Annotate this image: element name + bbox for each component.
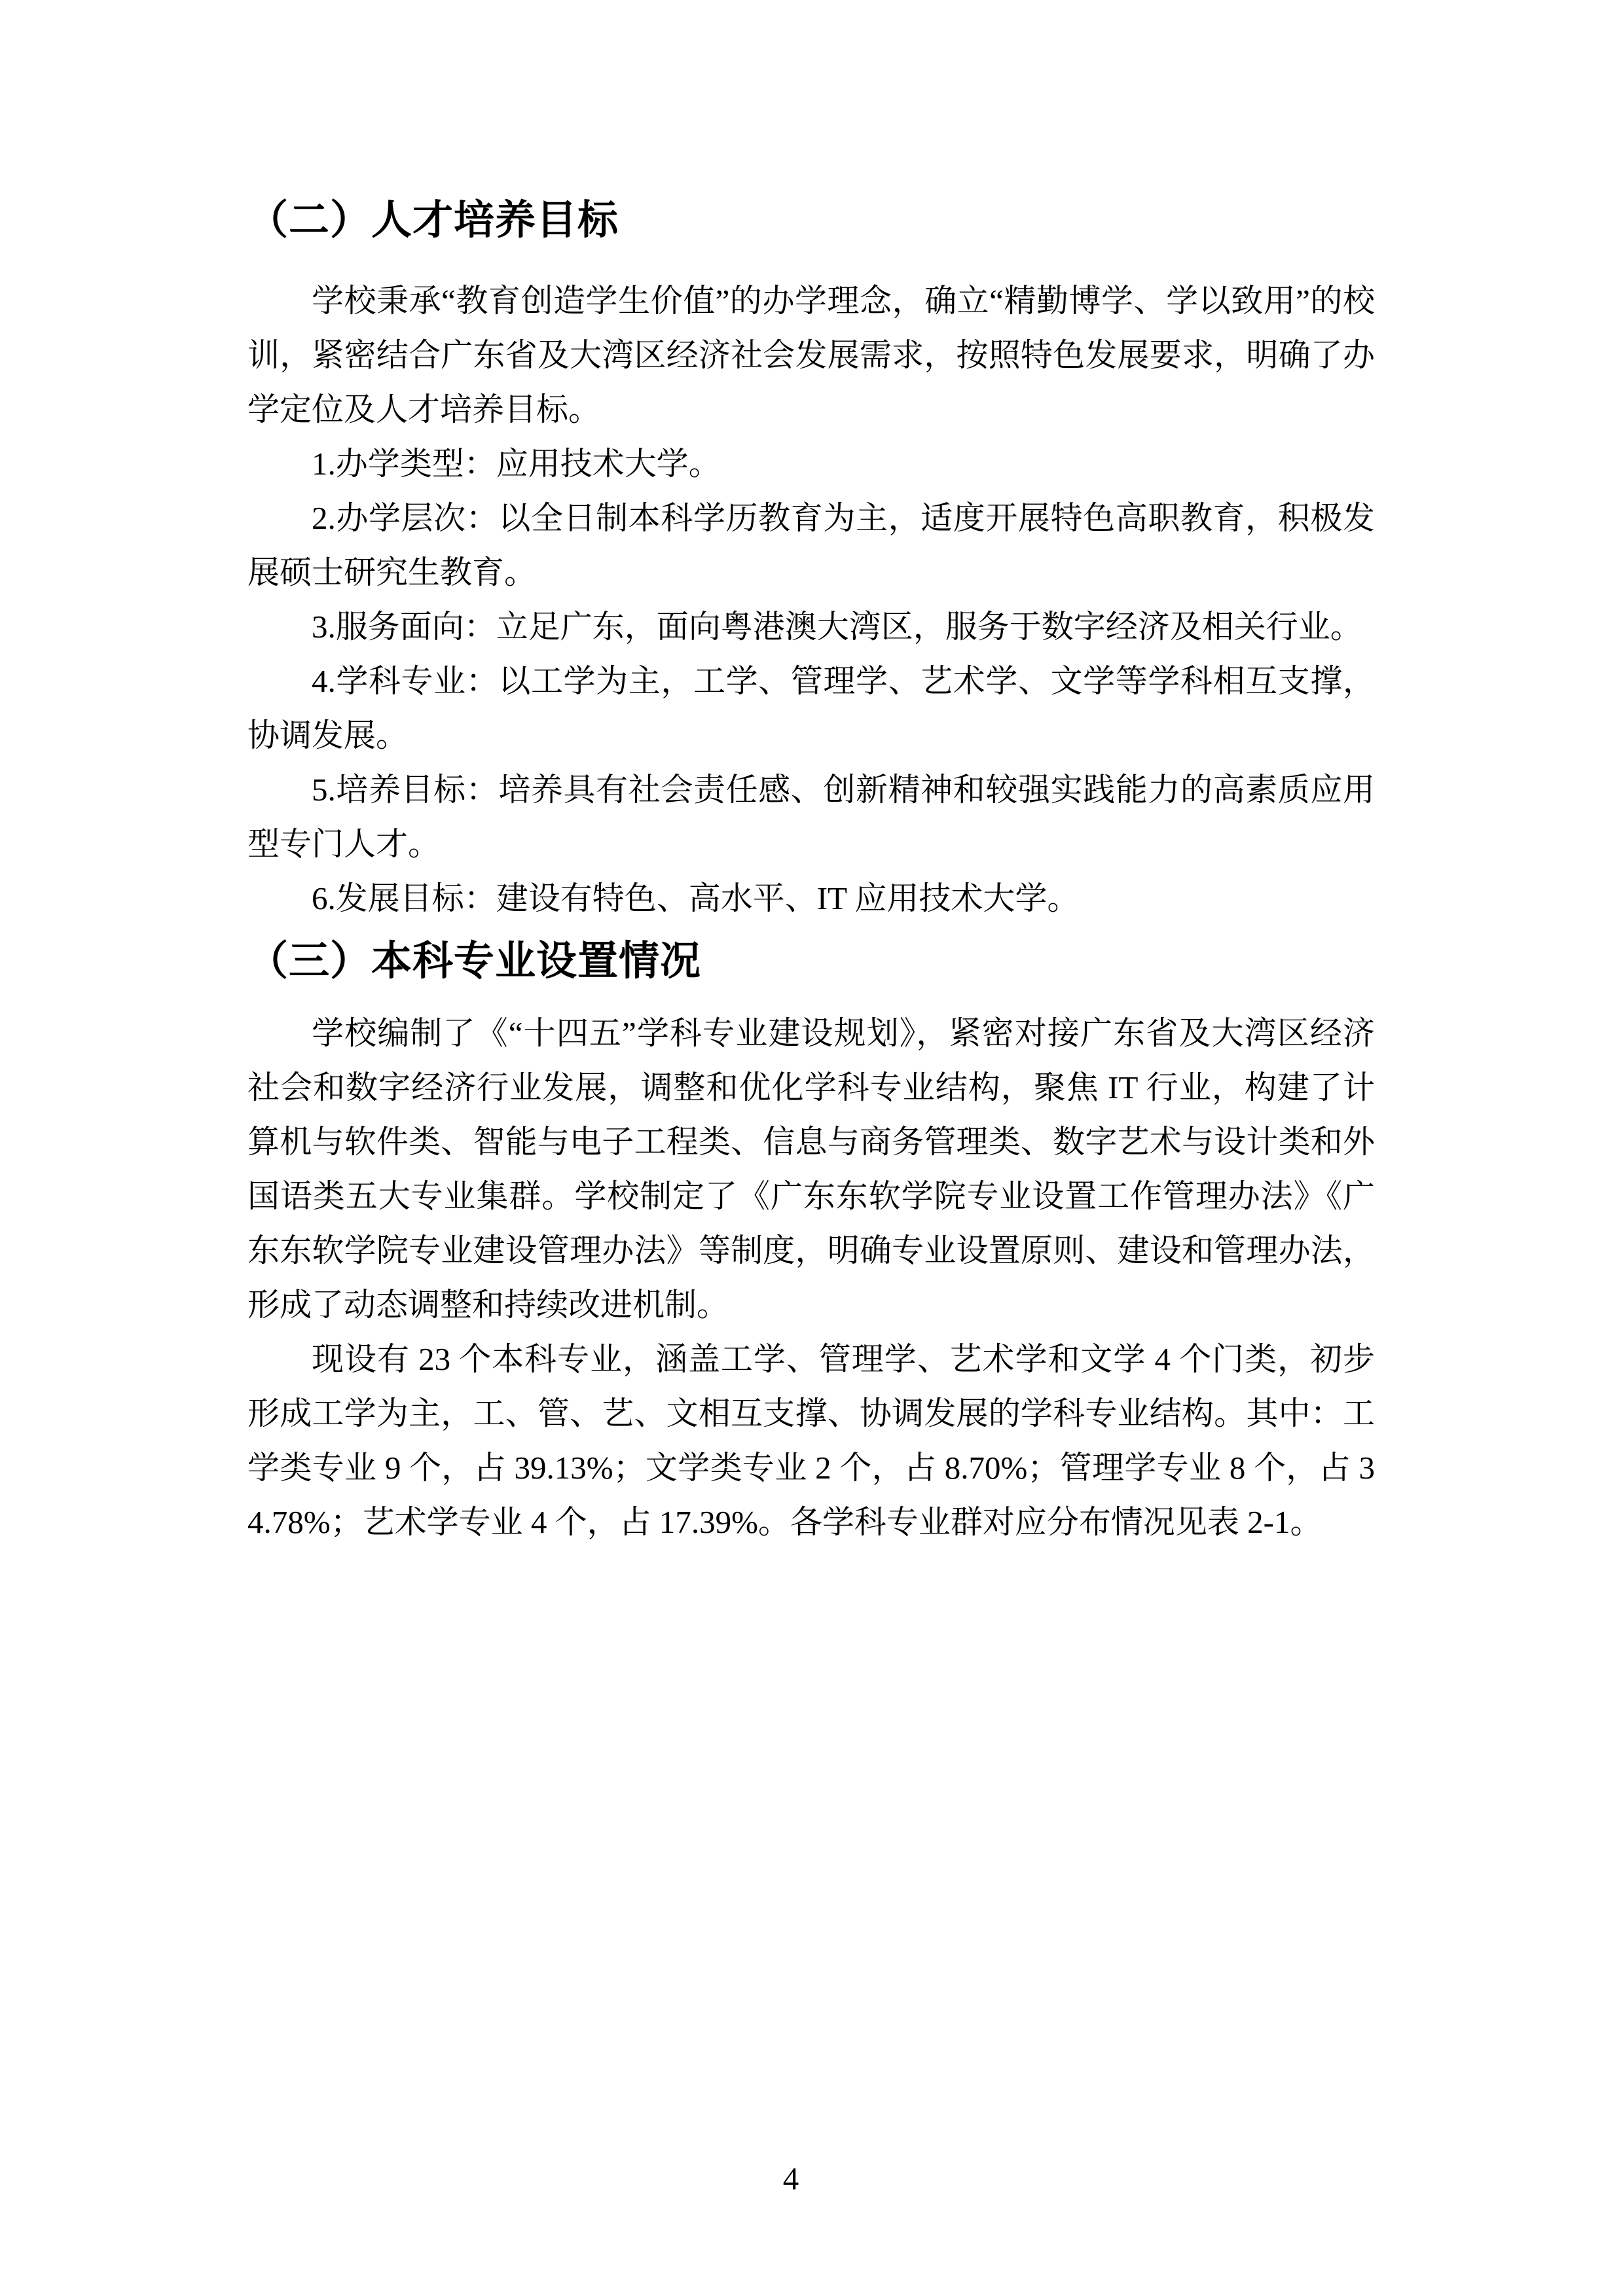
paragraph-major-planning: 学校编制了《“十四五”学科专业建设规划》，紧密对接广东省及大湾区经济社会和数字经济行业发展，调整和优化学科专业结构，聚焦 IT 行业，构建了计算机与软件类、智能与电子工程类、信息与商务管理类、数字艺术与设计类和外国语类五大专业集群。学校制定了《广东东软学院专业设置工作管理办法》《广东东软学院专业建设管理办法》等制度，明确专业设置原则、建设和管理办法，形成了动态调整和持续改进机制。 — [247, 1015, 1375, 1323]
paragraph-major-statistics: 现设有 23 个本科专业，涵盖工学、管理学、艺术学和文学 4 个门类，初步形成工学为主，工、管、艺、文相互支撑、协调发展的学科专业结构。其中：工学类专业 9 个，占 39.13%；文学类专业 2 个，占 8.70%；管理学专业 8 个，占 34.78%；艺术学专业 4 个，占 17.39%。各学科专业群对应分布情况见表 2-1。 — [247, 1341, 1375, 1540]
list-item-service-orientation: 3.服务面向：立足广东，面向粤港澳大湾区，服务于数字经济及相关行业。 — [312, 609, 1362, 645]
list-item-education-type: 1.办学类型：应用技术大学。 — [312, 446, 721, 482]
page-number: 4 — [782, 2161, 799, 2197]
heading-talent-training-goals: （二）人才培养目标 — [247, 198, 619, 243]
list-item-development-goal: 6.发展目标：建设有特色、高水平、IT 应用技术大学。 — [312, 880, 1080, 916]
list-item-training-objective: 5.培养目标：培养具有社会责任感、创新精神和较强实践能力的高素质应用型专门人才。 — [247, 772, 1375, 862]
paragraph-school-philosophy: 学校秉承“教育创造学生价值”的办学理念，确立“精勤博学、学以致用”的校训，紧密结合广东省及大湾区经济社会发展需求，按照特色发展要求，明确了办学定位及人才培养目标。 — [247, 283, 1375, 427]
text-column — [247, 192, 1375, 1549]
list-item-education-level: 2.办学层次：以全日制本科学历教育为主，适度开展特色高职教育，积极发展硕士研究生教育。 — [247, 500, 1375, 590]
list-item-discipline-majors: 4.学科专业：以工学为主，工学、管理学、艺术学、文学等学科相互支撑，协调发展。 — [247, 663, 1375, 753]
heading-undergraduate-major-setup: （三）本科专业设置情况 — [247, 939, 702, 984]
